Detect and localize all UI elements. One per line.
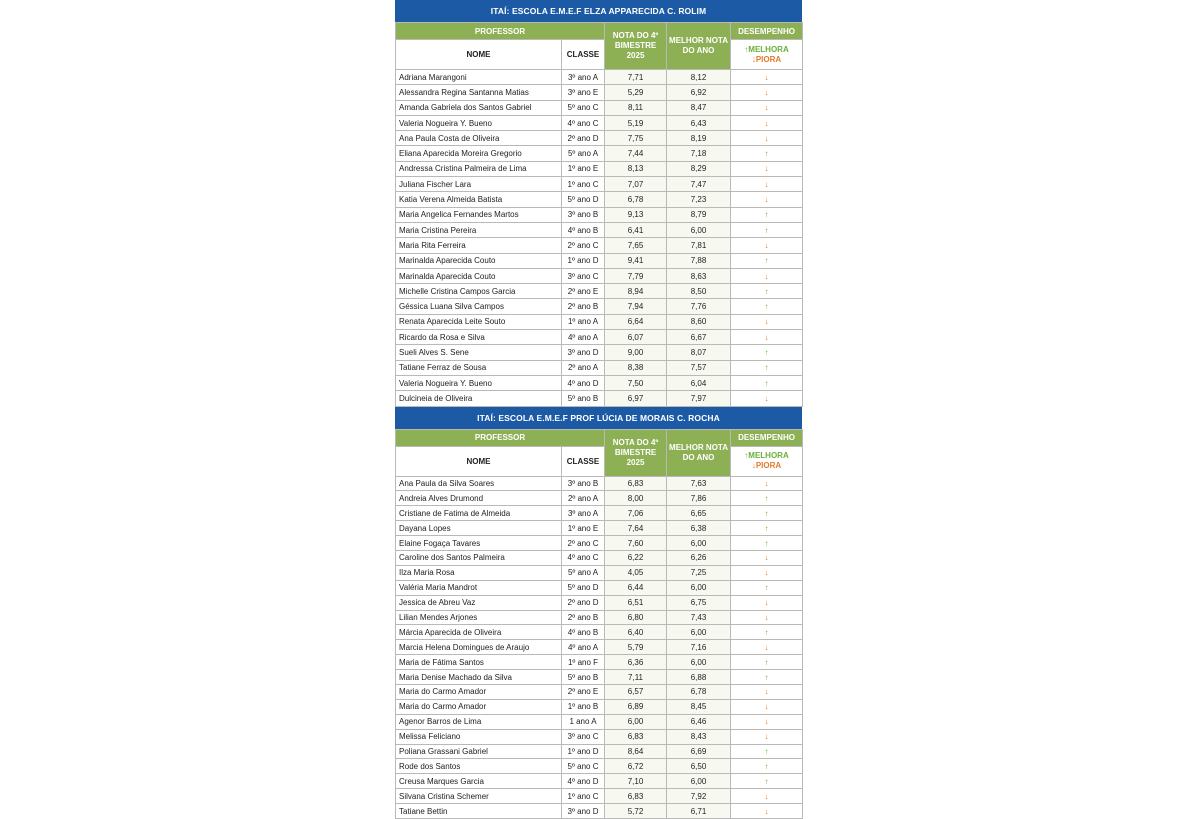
arrow-up-icon: ↑ xyxy=(731,375,803,390)
teacher-name: Maria Rita Ferreira xyxy=(396,238,562,253)
teacher-name: Ricardo da Rosa e Silva xyxy=(396,330,562,345)
table-row xyxy=(396,330,803,345)
best-grade: 7,81 xyxy=(667,238,731,253)
nota-header: NOTA DO 4º BIMESTRE 2025 xyxy=(605,429,667,476)
grade-4th-bimester: 8,13 xyxy=(605,161,667,176)
grade-4th-bimester: 7,60 xyxy=(605,536,667,551)
class-cell: 5º ano D xyxy=(562,192,605,207)
class-cell: 1º ano C xyxy=(562,789,605,804)
grade-4th-bimester: 9,13 xyxy=(605,207,667,222)
desempenho-header: DESEMPENHO xyxy=(731,429,803,446)
teacher-name: Ana Paula Costa de Oliveira xyxy=(396,131,562,146)
arrow-up-icon: ↑ xyxy=(731,759,803,774)
nota-header: NOTA DO 4º BIMESTRE 2025 xyxy=(605,23,667,70)
table-row xyxy=(396,100,803,115)
grade-4th-bimester: 6,44 xyxy=(605,580,667,595)
teacher-name: Eliana Aparecida Moreira Gregorio xyxy=(396,146,562,161)
best-grade: 6,69 xyxy=(667,744,731,759)
teacher-name: Marcia Helena Domingues de Araujo xyxy=(396,640,562,655)
arrow-up-icon: ↑ xyxy=(731,299,803,314)
grade-4th-bimester: 5,29 xyxy=(605,85,667,100)
classe-header: CLASSE xyxy=(562,40,605,70)
table-row xyxy=(396,789,803,804)
teacher-name: Andressa Cristina Palmeira de Lima xyxy=(396,161,562,176)
legend-melhora: ↑MELHORA xyxy=(744,451,789,461)
table-row xyxy=(396,238,803,253)
best-grade: 8,12 xyxy=(667,70,731,85)
class-cell: 3º ano B xyxy=(562,476,605,491)
best-grade: 7,86 xyxy=(667,491,731,506)
arrow-up-icon: ↑ xyxy=(731,360,803,375)
teacher-name: Géssica Luana Silva Campos xyxy=(396,299,562,314)
teacher-name: Andreia Alves Drumond xyxy=(396,491,562,506)
class-cell: 4º ano A xyxy=(562,330,605,345)
arrow-down-icon: ↓ xyxy=(731,70,803,85)
grade-4th-bimester: 7,71 xyxy=(605,70,667,85)
grade-4th-bimester: 7,10 xyxy=(605,774,667,789)
grade-4th-bimester: 8,94 xyxy=(605,284,667,299)
table-row xyxy=(396,375,803,390)
teacher-name: Cristiane de Fatima de Almeida xyxy=(396,506,562,521)
table-row xyxy=(396,207,803,222)
grade-4th-bimester: 7,79 xyxy=(605,268,667,283)
class-cell: 1º ano B xyxy=(562,699,605,714)
arrow-up-icon: ↑ xyxy=(731,345,803,360)
professor-header: PROFESSOR xyxy=(396,23,605,40)
arrow-up-icon: ↑ xyxy=(731,536,803,551)
best-grade: 8,29 xyxy=(667,161,731,176)
grade-4th-bimester: 6,22 xyxy=(605,550,667,565)
teacher-name: Tatiane Ferraz de Sousa xyxy=(396,360,562,375)
class-cell: 4º ano C xyxy=(562,550,605,565)
teacher-name: Silvana Cristina Schemer xyxy=(396,789,562,804)
teacher-name: Jessica de Abreu Vaz xyxy=(396,595,562,610)
arrow-up-icon: ↑ xyxy=(731,207,803,222)
grade-4th-bimester: 7,75 xyxy=(605,131,667,146)
class-cell: 3º ano C xyxy=(562,729,605,744)
grade-4th-bimester: 8,38 xyxy=(605,360,667,375)
class-cell: 5º ano C xyxy=(562,100,605,115)
grade-4th-bimester: 7,64 xyxy=(605,521,667,536)
class-cell: 1º ano F xyxy=(562,655,605,670)
arrow-up-icon: ↑ xyxy=(731,655,803,670)
table-row xyxy=(396,268,803,283)
grade-4th-bimester: 5,79 xyxy=(605,640,667,655)
class-cell: 4º ano B xyxy=(562,625,605,640)
table-row xyxy=(396,177,803,192)
table-row xyxy=(396,565,803,580)
grade-4th-bimester: 6,40 xyxy=(605,625,667,640)
arrow-up-icon: ↑ xyxy=(731,506,803,521)
class-cell: 5º ano D xyxy=(562,580,605,595)
table-row xyxy=(396,115,803,130)
best-grade: 7,18 xyxy=(667,146,731,161)
teacher-name: Ilza Maria Rosa xyxy=(396,565,562,580)
grade-4th-bimester: 6,89 xyxy=(605,699,667,714)
table-row xyxy=(396,670,803,685)
best-grade: 8,79 xyxy=(667,207,731,222)
arrow-down-icon: ↓ xyxy=(731,161,803,176)
school-title-1: ITAÍ: ESCOLA E.M.E.F ELZA APPARECIDA C. ROLIM xyxy=(395,0,802,22)
grade-4th-bimester: 6,00 xyxy=(605,714,667,729)
best-grade: 6,00 xyxy=(667,536,731,551)
class-cell: 3º ano D xyxy=(562,345,605,360)
table-row xyxy=(396,85,803,100)
grade-4th-bimester: 6,78 xyxy=(605,192,667,207)
class-cell: 1º ano C xyxy=(562,177,605,192)
desempenho-header: DESEMPENHO xyxy=(731,23,803,40)
grade-4th-bimester: 8,00 xyxy=(605,491,667,506)
nome-header: NOME xyxy=(396,446,562,476)
arrow-down-icon: ↓ xyxy=(731,330,803,345)
grade-4th-bimester: 6,97 xyxy=(605,391,667,406)
class-cell: 2º ano B xyxy=(562,610,605,625)
table-row xyxy=(396,610,803,625)
arrow-down-icon: ↓ xyxy=(731,238,803,253)
best-grade: 7,25 xyxy=(667,565,731,580)
best-grade: 8,43 xyxy=(667,729,731,744)
table-row xyxy=(396,192,803,207)
arrow-down-icon: ↓ xyxy=(731,685,803,700)
class-cell: 3º ano D xyxy=(562,804,605,819)
teacher-name: Amanda Gabriela dos Santos Gabriel xyxy=(396,100,562,115)
table-row xyxy=(396,729,803,744)
teacher-name: Melissa Feliciano xyxy=(396,729,562,744)
grades-table-2 xyxy=(395,429,803,819)
best-grade: 8,47 xyxy=(667,100,731,115)
class-cell: 2º ano E xyxy=(562,685,605,700)
arrow-down-icon: ↓ xyxy=(731,268,803,283)
teacher-name: Maria de Fátima Santos xyxy=(396,655,562,670)
best-grade: 6,78 xyxy=(667,685,731,700)
table-row xyxy=(396,759,803,774)
table-row xyxy=(396,714,803,729)
table-row xyxy=(396,314,803,329)
grade-4th-bimester: 4,05 xyxy=(605,565,667,580)
school-title-2: ITAÍ: ESCOLA E.M.E.F PROF LÚCIA DE MORAIS C. ROCHA xyxy=(395,407,802,429)
teacher-name: Maria do Carmo Amador xyxy=(396,699,562,714)
class-cell: 4º ano D xyxy=(562,774,605,789)
best-grade: 6,50 xyxy=(667,759,731,774)
grade-4th-bimester: 9,00 xyxy=(605,345,667,360)
best-grade: 8,50 xyxy=(667,284,731,299)
teacher-name: Alessandra Regina Santanna Matias xyxy=(396,85,562,100)
teacher-name: Rode dos Santos xyxy=(396,759,562,774)
grades-table-1 xyxy=(395,22,803,407)
table-row xyxy=(396,70,803,85)
arrow-up-icon: ↑ xyxy=(731,284,803,299)
best-grade: 6,92 xyxy=(667,85,731,100)
teacher-name: Maria Denise Machado da Silva xyxy=(396,670,562,685)
teacher-name: Marinalda Aparecida Couto xyxy=(396,268,562,283)
table-row xyxy=(396,222,803,237)
best-grade: 6,04 xyxy=(667,375,731,390)
arrow-down-icon: ↓ xyxy=(731,804,803,819)
class-cell: 3º ano B xyxy=(562,207,605,222)
class-cell: 2º ano C xyxy=(562,536,605,551)
grade-4th-bimester: 5,19 xyxy=(605,115,667,130)
arrow-up-icon: ↑ xyxy=(731,253,803,268)
best-grade: 6,43 xyxy=(667,115,731,130)
arrow-down-icon: ↓ xyxy=(731,100,803,115)
table-row xyxy=(396,146,803,161)
arrow-up-icon: ↑ xyxy=(731,670,803,685)
teacher-name: Agenor Barros de Lima xyxy=(396,714,562,729)
table-row xyxy=(396,580,803,595)
best-grade: 7,16 xyxy=(667,640,731,655)
table-row xyxy=(396,506,803,521)
best-grade: 7,63 xyxy=(667,476,731,491)
grade-4th-bimester: 7,44 xyxy=(605,146,667,161)
teacher-name: Valeria Nogueira Y. Bueno xyxy=(396,375,562,390)
class-cell: 2º ano C xyxy=(562,238,605,253)
table-row xyxy=(396,536,803,551)
teacher-name: Tatiane Bettin xyxy=(396,804,562,819)
teacher-name: Ana Paula da Silva Soares xyxy=(396,476,562,491)
teacher-name: Katia Verena Almeida Batista xyxy=(396,192,562,207)
class-cell: 3º ano C xyxy=(562,268,605,283)
grade-4th-bimester: 6,64 xyxy=(605,314,667,329)
teacher-name: Creusa Marques Garcia xyxy=(396,774,562,789)
classe-header: CLASSE xyxy=(562,446,605,476)
best-grade: 6,26 xyxy=(667,550,731,565)
class-cell: 2º ano E xyxy=(562,284,605,299)
professor-header: PROFESSOR xyxy=(396,429,605,446)
grade-4th-bimester: 6,41 xyxy=(605,222,667,237)
grade-4th-bimester: 8,11 xyxy=(605,100,667,115)
class-cell: 1º ano D xyxy=(562,253,605,268)
best-grade: 7,23 xyxy=(667,192,731,207)
grade-4th-bimester: 7,65 xyxy=(605,238,667,253)
nome-header: NOME xyxy=(396,40,562,70)
table-row xyxy=(396,161,803,176)
table-row xyxy=(396,699,803,714)
class-cell: 1º ano E xyxy=(562,521,605,536)
best-grade: 8,07 xyxy=(667,345,731,360)
table-row xyxy=(396,625,803,640)
best-grade: 8,60 xyxy=(667,314,731,329)
grade-4th-bimester: 7,94 xyxy=(605,299,667,314)
arrow-down-icon: ↓ xyxy=(731,595,803,610)
class-cell: 5º ano C xyxy=(562,759,605,774)
table-row xyxy=(396,655,803,670)
class-cell: 2º ano B xyxy=(562,299,605,314)
best-grade: 6,00 xyxy=(667,774,731,789)
arrow-down-icon: ↓ xyxy=(731,789,803,804)
best-grade: 6,00 xyxy=(667,580,731,595)
class-cell: 3º ano E xyxy=(562,85,605,100)
arrow-down-icon: ↓ xyxy=(731,192,803,207)
table-row xyxy=(396,685,803,700)
best-grade: 6,46 xyxy=(667,714,731,729)
grade-4th-bimester: 8,64 xyxy=(605,744,667,759)
teacher-name: Dayana Lopes xyxy=(396,521,562,536)
table-row xyxy=(396,550,803,565)
melhor-header: MELHOR NOTA DO ANO xyxy=(667,23,731,70)
arrow-down-icon: ↓ xyxy=(731,115,803,130)
teacher-name: Adriana Marangoni xyxy=(396,70,562,85)
class-cell: 4º ano D xyxy=(562,375,605,390)
class-cell: 2º ano A xyxy=(562,491,605,506)
best-grade: 6,67 xyxy=(667,330,731,345)
grade-4th-bimester: 7,50 xyxy=(605,375,667,390)
class-cell: 1º ano A xyxy=(562,314,605,329)
table-row xyxy=(396,391,803,406)
teacher-name: Valéria Maria Mandrot xyxy=(396,580,562,595)
best-grade: 7,43 xyxy=(667,610,731,625)
teacher-name: Marinalda Aparecida Couto xyxy=(396,253,562,268)
arrow-up-icon: ↑ xyxy=(731,521,803,536)
class-cell: 3º ano A xyxy=(562,506,605,521)
best-grade: 6,00 xyxy=(667,625,731,640)
grade-4th-bimester: 6,83 xyxy=(605,789,667,804)
grade-4th-bimester: 7,11 xyxy=(605,670,667,685)
arrow-down-icon: ↓ xyxy=(731,314,803,329)
arrow-down-icon: ↓ xyxy=(731,565,803,580)
teacher-name: Juliana Fischer Lara xyxy=(396,177,562,192)
arrow-up-icon: ↑ xyxy=(731,222,803,237)
legend-melhora: ↑MELHORA xyxy=(744,44,789,54)
arrow-down-icon: ↓ xyxy=(731,177,803,192)
table-row xyxy=(396,299,803,314)
grade-4th-bimester: 6,57 xyxy=(605,685,667,700)
teacher-name: Lilian Mendes Arjones xyxy=(396,610,562,625)
class-cell: 4º ano A xyxy=(562,640,605,655)
class-cell: 5º ano A xyxy=(562,146,605,161)
class-cell: 3º ano A xyxy=(562,70,605,85)
teacher-name: Sueli Alves S. Sene xyxy=(396,345,562,360)
grade-4th-bimester: 6,83 xyxy=(605,476,667,491)
teacher-name: Valeria Nogueira Y. Bueno xyxy=(396,115,562,130)
best-grade: 7,47 xyxy=(667,177,731,192)
grade-4th-bimester: 5,72 xyxy=(605,804,667,819)
grade-4th-bimester: 7,06 xyxy=(605,506,667,521)
class-cell: 4º ano B xyxy=(562,222,605,237)
class-cell: 4º ano C xyxy=(562,115,605,130)
arrow-up-icon: ↑ xyxy=(731,744,803,759)
best-grade: 8,19 xyxy=(667,131,731,146)
grade-4th-bimester: 7,07 xyxy=(605,177,667,192)
arrow-down-icon: ↓ xyxy=(731,714,803,729)
teacher-name: Dulcineia de Oliveira xyxy=(396,391,562,406)
arrow-down-icon: ↓ xyxy=(731,85,803,100)
teacher-name: Caroline dos Santos Palmeira xyxy=(396,550,562,565)
legend-piora: ↓PIORA xyxy=(751,461,782,471)
best-grade: 6,71 xyxy=(667,804,731,819)
legend xyxy=(731,446,803,476)
grade-4th-bimester: 6,51 xyxy=(605,595,667,610)
arrow-down-icon: ↓ xyxy=(731,640,803,655)
table-row xyxy=(396,131,803,146)
grade-4th-bimester: 6,83 xyxy=(605,729,667,744)
table-row xyxy=(396,253,803,268)
grade-4th-bimester: 6,07 xyxy=(605,330,667,345)
class-cell: 2º ano D xyxy=(562,595,605,610)
arrow-up-icon: ↑ xyxy=(731,146,803,161)
teacher-name: Maria do Carmo Amador xyxy=(396,685,562,700)
arrow-down-icon: ↓ xyxy=(731,391,803,406)
grade-4th-bimester: 6,72 xyxy=(605,759,667,774)
class-cell: 5º ano B xyxy=(562,391,605,406)
class-cell: 1º ano D xyxy=(562,744,605,759)
arrow-up-icon: ↑ xyxy=(731,580,803,595)
arrow-up-icon: ↑ xyxy=(731,625,803,640)
table-row xyxy=(396,284,803,299)
class-cell: 5º ano B xyxy=(562,670,605,685)
table-row xyxy=(396,744,803,759)
legend-piora: ↓PIORA xyxy=(751,54,782,64)
best-grade: 6,65 xyxy=(667,506,731,521)
class-cell: 1º ano E xyxy=(562,161,605,176)
table-row xyxy=(396,640,803,655)
teacher-name: Poliana Grassani Gabriel xyxy=(396,744,562,759)
arrow-up-icon: ↑ xyxy=(731,491,803,506)
melhor-header: MELHOR NOTA DO ANO xyxy=(667,429,731,476)
class-cell: 2º ano D xyxy=(562,131,605,146)
arrow-down-icon: ↓ xyxy=(731,610,803,625)
class-cell: 5º ano A xyxy=(562,565,605,580)
arrow-down-icon: ↓ xyxy=(731,550,803,565)
table-row xyxy=(396,774,803,789)
best-grade: 7,97 xyxy=(667,391,731,406)
class-cell: 2º ano A xyxy=(562,360,605,375)
best-grade: 6,38 xyxy=(667,521,731,536)
grade-4th-bimester: 6,80 xyxy=(605,610,667,625)
table-row xyxy=(396,491,803,506)
table-row xyxy=(396,595,803,610)
arrow-down-icon: ↓ xyxy=(731,131,803,146)
teacher-name: Maria Cristina Pereira xyxy=(396,222,562,237)
teacher-name: Renata Aparecida Leite Souto xyxy=(396,314,562,329)
best-grade: 6,75 xyxy=(667,595,731,610)
arrow-down-icon: ↓ xyxy=(731,729,803,744)
teacher-name: Márcia Aparecida de Oliveira xyxy=(396,625,562,640)
teacher-name: Maria Angelica Fernandes Martos xyxy=(396,207,562,222)
best-grade: 6,00 xyxy=(667,655,731,670)
best-grade: 7,92 xyxy=(667,789,731,804)
legend xyxy=(731,40,803,70)
table-row xyxy=(396,476,803,491)
table-row xyxy=(396,345,803,360)
best-grade: 7,76 xyxy=(667,299,731,314)
table-row xyxy=(396,360,803,375)
best-grade: 8,45 xyxy=(667,699,731,714)
best-grade: 6,88 xyxy=(667,670,731,685)
teacher-name: Michelle Cristina Campos Garcia xyxy=(396,284,562,299)
arrow-down-icon: ↓ xyxy=(731,699,803,714)
best-grade: 7,57 xyxy=(667,360,731,375)
table-row xyxy=(396,521,803,536)
best-grade: 7,88 xyxy=(667,253,731,268)
grade-4th-bimester: 6,36 xyxy=(605,655,667,670)
class-cell: 1 ano A xyxy=(562,714,605,729)
arrow-up-icon: ↑ xyxy=(731,774,803,789)
document xyxy=(395,0,802,819)
best-grade: 6,00 xyxy=(667,222,731,237)
teacher-name: Elaine Fogaça Tavares xyxy=(396,536,562,551)
arrow-down-icon: ↓ xyxy=(731,476,803,491)
best-grade: 8,63 xyxy=(667,268,731,283)
grade-4th-bimester: 9,41 xyxy=(605,253,667,268)
